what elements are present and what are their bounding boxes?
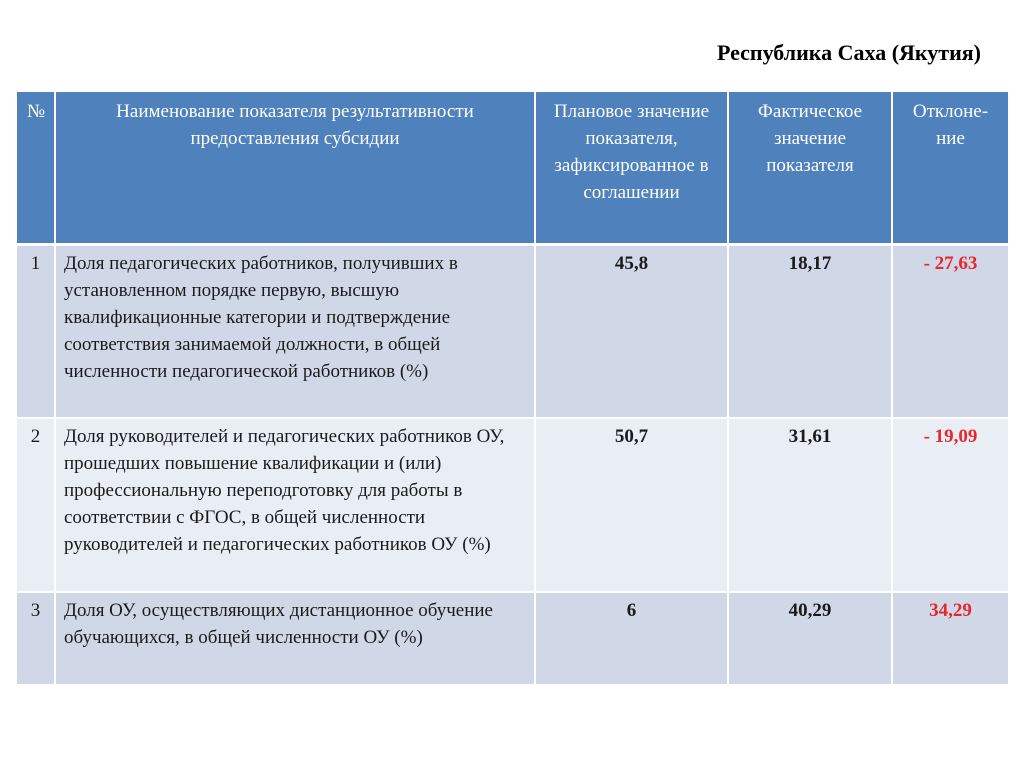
- indicator-name: Доля педагогических работников, получивших в установленном порядке первую, высшую квалификационные категории и подтверждение соответствия занимаемой должности, в общей численности педагогической работников (%): [55, 244, 535, 418]
- table-row: [17, 244, 1008, 418]
- page-title: Республика Саха (Якутия): [716, 40, 981, 65]
- actual-value: 31,61: [728, 418, 892, 592]
- table-row: [17, 592, 1008, 685]
- deviation-value: - 27,63: [892, 244, 1008, 418]
- indicators-table: [17, 92, 1008, 686]
- column-header-actual-value: Фактическое значение показателя: [728, 92, 892, 244]
- indicator-name: Доля ОУ, осуществляющих дистанционное обучение обучающихся, в общей численности ОУ (%): [55, 592, 535, 685]
- row-number: 1: [17, 244, 55, 418]
- table-header-row: [17, 92, 1008, 244]
- column-header-deviation: Отклоне-ние: [892, 92, 1008, 244]
- actual-value: 18,17: [728, 244, 892, 418]
- deviation-value: - 19,09: [892, 418, 1008, 592]
- row-number: 2: [17, 418, 55, 592]
- indicator-name: Доля руководителей и педагогических работников ОУ, прошедших повышение квалификации и (или) профессиональную переподготовку для работы в соответствии с ФГОС, в общей численности руководителей и педагогических работников ОУ (%): [55, 418, 535, 592]
- deviation-value: 34,29: [892, 592, 1008, 685]
- planned-value: 6: [535, 592, 728, 685]
- column-header-planned-value: Плановое значение показателя, зафиксированное в соглашении: [535, 92, 728, 244]
- planned-value: 50,7: [535, 418, 728, 592]
- column-header-indicator-name: Наименование показателя результативности предоставления субсидии: [55, 92, 535, 244]
- actual-value: 40,29: [728, 592, 892, 685]
- column-header-number: №: [17, 92, 55, 244]
- row-number: 3: [17, 592, 55, 685]
- planned-value: 45,8: [535, 244, 728, 418]
- table-row: [17, 418, 1008, 592]
